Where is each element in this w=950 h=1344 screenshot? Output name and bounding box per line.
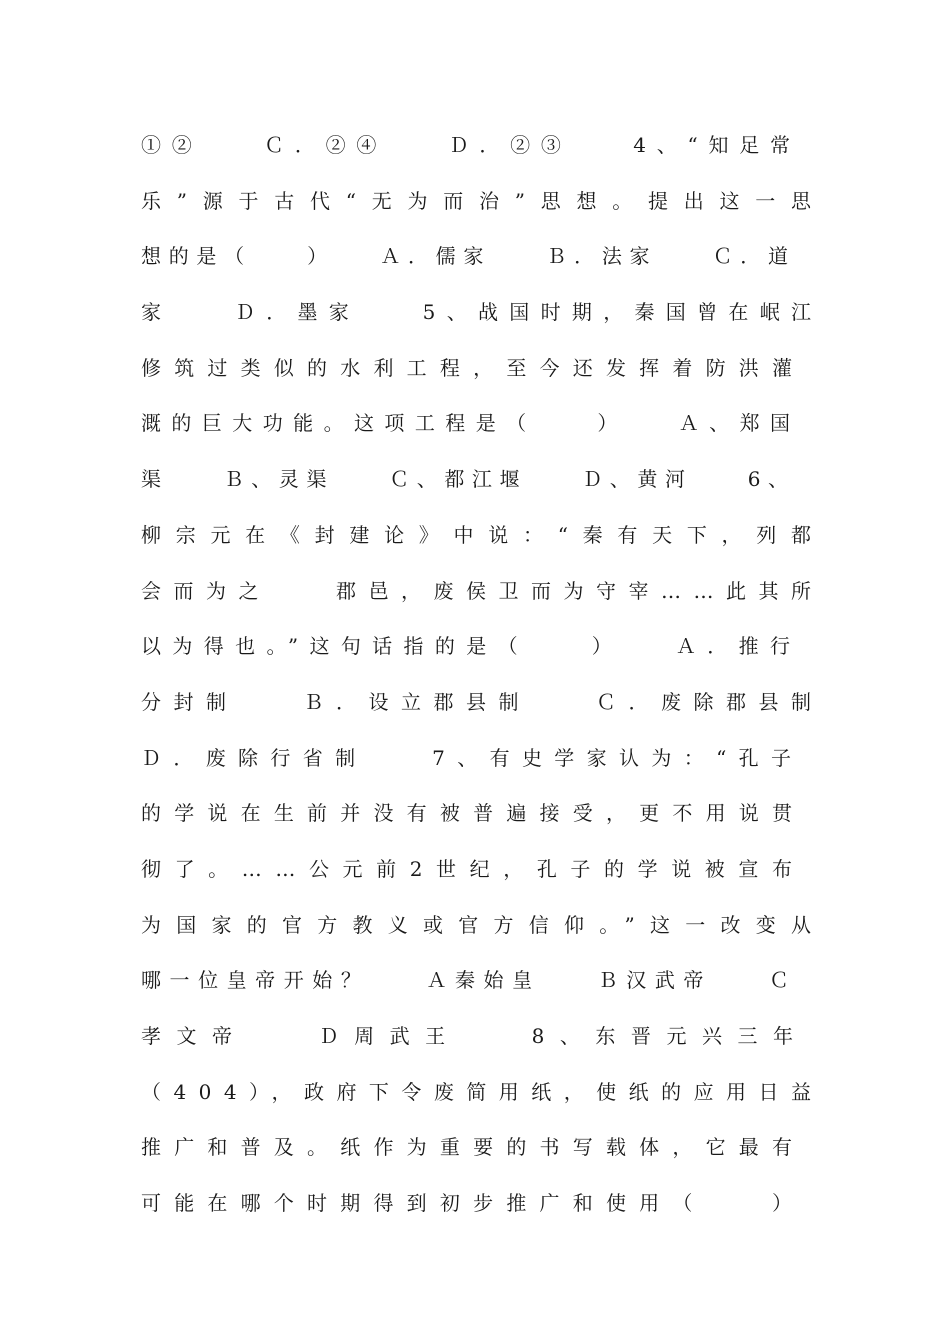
text-line: 溉的巨大功能。这项工程是（ ） Ａ、郑国 xyxy=(141,411,801,436)
text-line: ①② Ｃ．②④ Ｄ．②③ 4、“知足常 xyxy=(141,133,801,157)
text-line: 修筑过类似的水利工程，至今还发挥着防洪灌 xyxy=(141,355,806,380)
text-line: 推广和普及。纸作为重要的书写载体，它最有 xyxy=(141,1135,806,1160)
text-line: 柳宗元在《封建论》中说：“秦有天下，列都 xyxy=(141,522,826,547)
text-line: 为国家的官方教义或官方信仰。”这一改变从 xyxy=(141,912,827,937)
text-line: 分封制 Ｂ．设立郡县制 Ｃ．废除郡县制 xyxy=(141,689,824,714)
text-line: 会而为之 郡邑，废侯卫而为守宰……此其所 xyxy=(141,578,824,603)
text-line: 想的是（ ） Ａ．儒家 Ｂ．法家 Ｃ．道 xyxy=(141,244,796,269)
text-line: 孝文帝 Ｄ周武王 8、东晋元兴三年 xyxy=(141,1024,809,1048)
text-line: 哪一位皇帝开始？ Ａ秦始皇 Ｂ汉武帝 Ｃ xyxy=(141,968,798,993)
text-line: 家 Ｄ．墨家 5、战国时期，秦国曾在岷江 xyxy=(141,300,823,325)
text-line: 渠 Ｂ、灵渠 Ｃ、都江堰 Ｄ、黄河 6、 xyxy=(141,467,796,492)
text-line: 彻了。……公元前2世纪，孔子的学说被宣布 xyxy=(141,856,806,881)
text-line: （404），政府下令废简用纸，使纸的应用日益 xyxy=(141,1079,824,1104)
text-line: Ｄ．废除行省制 7、有史学家认为：“孔子 xyxy=(141,745,804,770)
document-body xyxy=(141,122,827,1236)
text-line: 可能在哪个时期得到初步推广和使用（ ） xyxy=(141,1191,806,1216)
text-line: 以为得也。”这句话指的是（ ） Ａ．推行 xyxy=(141,634,802,659)
text-line: 的学说在生前并没有被普遍接受，更不用说贯 xyxy=(141,801,806,826)
text-line: 乐”源于古代“无为而治”思想。提出这一思 xyxy=(141,188,827,213)
